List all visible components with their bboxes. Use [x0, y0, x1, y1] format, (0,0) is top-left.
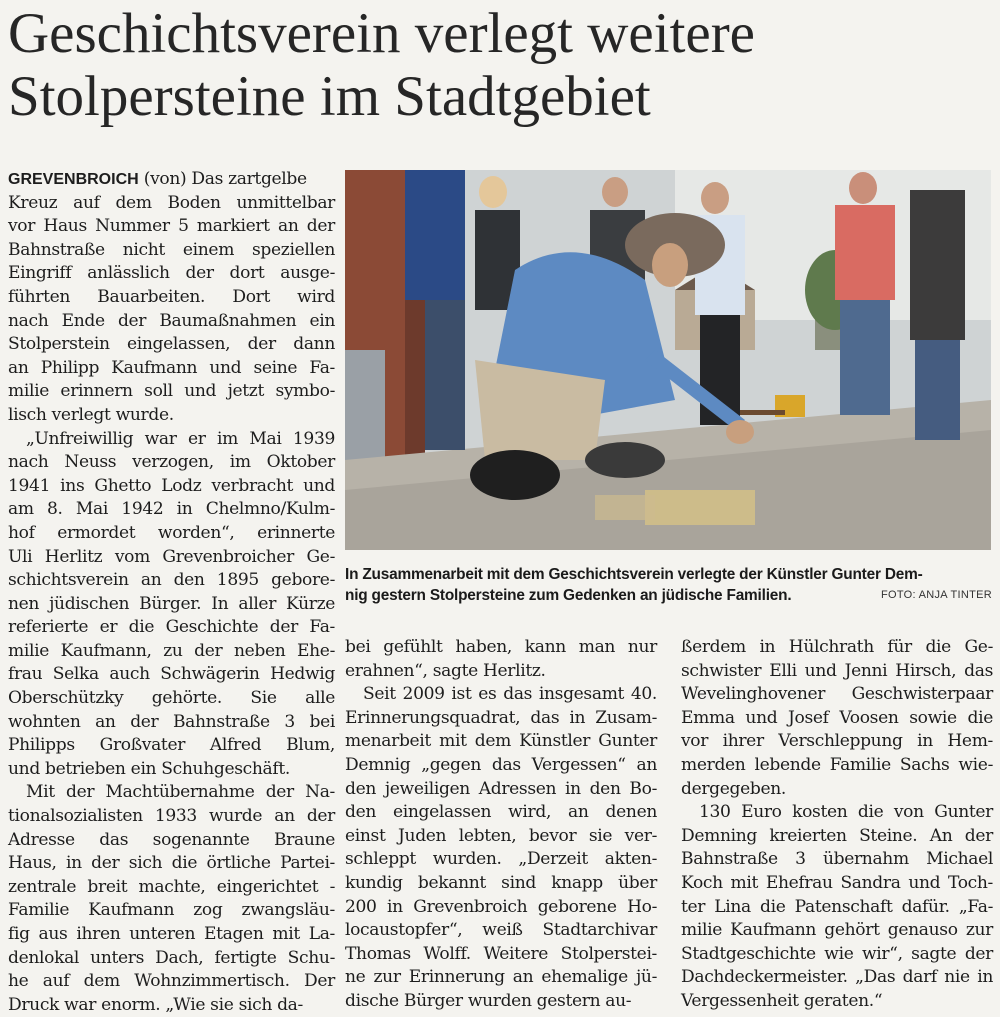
text-line: an Philipp Kaufmann und seine Fa-	[8, 357, 335, 378]
text-line: merden lebende Familie Sachs wie-	[681, 754, 993, 775]
text-line: Oberschützky gehörte. Sie alle	[8, 688, 335, 709]
text-line: 130 Euro kosten die von Gunter	[699, 802, 993, 823]
text-line: Bahnstraße nicht einem speziellen	[8, 239, 335, 260]
article-column-2	[345, 636, 657, 1014]
headline	[8, 2, 998, 128]
text-line: schwister Elli und Jenni Hirsch, das	[681, 660, 993, 681]
text-line: 200 in Grevenbroich geborene Ho-	[345, 896, 657, 917]
text-line: milie erinnern soll und jetzt symbo-	[8, 381, 335, 402]
text-line: frau Selka auch Schwägerin Hedwig	[8, 664, 335, 685]
photo-credit: FOTO: ANJA TINTER	[880, 589, 992, 601]
text-line: Stadtgeschichte wie wir“, sagte der	[681, 943, 993, 964]
text-line: Emma und Josef Voosen sowie die	[681, 707, 993, 728]
text-line: Dachdeckermeister. „Das darf nie in	[681, 967, 993, 988]
text-line: erahnen“, sagte Herlitz.	[345, 660, 546, 681]
text-line: Stolperstein eingelassen, der dann	[8, 334, 335, 355]
text-line: denlokal unters Dach, fertigte Schu-	[8, 947, 335, 968]
text-line: Wevelinghovener Geschwisterpaar	[681, 684, 993, 705]
text-line: he auf dem Wohnzimmertisch. Der	[8, 971, 335, 992]
text-line: kundig bekannt sind knapp über	[345, 872, 657, 893]
headline-line-2: Stolpersteine im Stadtgebiet	[8, 65, 651, 128]
text-line: nach Ende der Baumaßnahmen ein	[8, 310, 335, 331]
text-line: hof ermordet worden“, erinnerte	[8, 522, 335, 543]
photo-illustration	[345, 170, 991, 550]
text-line: den jeweiligen Adressen in den Bo-	[345, 778, 657, 799]
caption-line-1: In Zusammenarbeit mit dem Geschichtsverein verlegte der Künstler Gunter Dem-	[345, 566, 923, 583]
text-line: Demnig „gegen das Vergessen“ an	[345, 754, 657, 775]
text-line: Seit 2009 ist es das insgesamt 40.	[363, 684, 657, 705]
text-line: Koch mit Ehefrau Sandra und Toch-	[681, 872, 993, 893]
text-line: ter Lina die Patenschaft dafür. „Fa-	[681, 896, 993, 917]
text-line: Vergessenheit geraten.“	[681, 990, 883, 1011]
text-line: Bahnstraße 3 übernahm Michael	[681, 849, 993, 870]
text-line: Uli Herlitz vom Grevenbroicher Ge-	[8, 546, 335, 567]
text-line: Mit der Machtübernahme der Na-	[26, 782, 335, 803]
text-line: fig aus ihren unteren Etagen mit La-	[8, 924, 335, 944]
text-line	[8, 168, 335, 192]
text-line: Erinnerungsquadrat, das in Zusam-	[345, 707, 657, 728]
text-line: ne zur Erinnerung an ehemalige jü-	[345, 967, 657, 988]
caption-line-2: nig gestern Stolpersteine zum Gedenken an jüdische Familien.	[345, 587, 792, 604]
article-photo	[345, 170, 991, 550]
text-line: locaustopfer“, weiß Stadtarchivar	[345, 920, 657, 941]
text-line: Demning kreierten Steine. An der	[681, 825, 993, 846]
text-line: milie Kaufmann, zu der neben Ehe-	[8, 640, 335, 661]
text-line: einst Juden lebten, bevor sie ver-	[345, 825, 657, 846]
text-line: Philipps Großvater Alfred Blum,	[8, 735, 335, 756]
text-line: milie Kaufmann gehört genauso zur	[681, 920, 993, 941]
text-line: ßerdem in Hülchrath für die Ge-	[681, 637, 993, 657]
text-line: Kreuz auf dem Boden unmittelbar	[8, 192, 335, 213]
text-line: Thomas Wolff. Weitere Stolperstei-	[345, 943, 657, 964]
text-line: vor ihrer Verschleppung in Hem-	[681, 731, 993, 752]
text-line: Haus, in der sich die örtliche Partei-	[8, 853, 335, 874]
text-line: (von) Das zartgelbe	[138, 169, 307, 189]
text-line: führten Bauarbeiten. Dort wird	[8, 286, 335, 307]
text-line: wohnten an der Bahnstraße 3 bei	[8, 711, 335, 732]
text-line: dergegeben.	[681, 778, 786, 799]
text-line: Familie Kaufmann zog zwangsläu-	[8, 900, 335, 921]
text-line: lisch verlegt wurde.	[8, 404, 174, 425]
text-line: bei gefühlt haben, kann man nur	[345, 637, 657, 657]
text-line: vor Haus Nummer 5 markiert an der	[8, 216, 335, 237]
text-line: schleppt wurden. „Derzeit akten-	[345, 849, 657, 870]
text-line: den eingelassen wird, an denen	[345, 802, 657, 823]
text-line: nach Neuss verzogen, im Oktober	[8, 452, 335, 473]
headline-line-1: Geschichtsverein verlegt weitere	[8, 2, 755, 65]
text-line: „Unfreiwillig war er im Mai 1939	[26, 428, 335, 449]
text-line: tionalsozialisten 1933 wurde an der	[8, 806, 335, 827]
article-column-3	[681, 636, 993, 1014]
text-line: 1941 ins Ghetto Lodz verbracht und	[8, 475, 335, 496]
text-line: am 8. Mai 1942 in Chelmno/Kulm-	[8, 499, 335, 520]
text-line: Druck war enorm. „Wie sie sich da-	[8, 994, 303, 1015]
text-line: schichtsverein an den 1895 gebore-	[8, 570, 335, 591]
dateline: GREVENBROICH	[8, 171, 139, 188]
text-line: referierte er die Geschichte der Fa-	[8, 617, 335, 638]
text-line: dische Bürger wurden gestern au-	[345, 990, 632, 1011]
text-line: nen jüdischen Bürger. In aller Kürze	[8, 593, 335, 614]
text-line: Eingriff anlässlich der dort ausge-	[8, 263, 335, 284]
text-line: Adresse das sogenannte Braune	[8, 829, 335, 850]
text-line: menarbeit mit dem Künstler Gunter	[345, 731, 657, 752]
text-line: und betrieben ein Schuhgeschäft.	[8, 758, 290, 779]
text-line: zentrale breit machte, eingerichtet -	[8, 876, 335, 897]
article-column-1	[8, 168, 335, 1017]
